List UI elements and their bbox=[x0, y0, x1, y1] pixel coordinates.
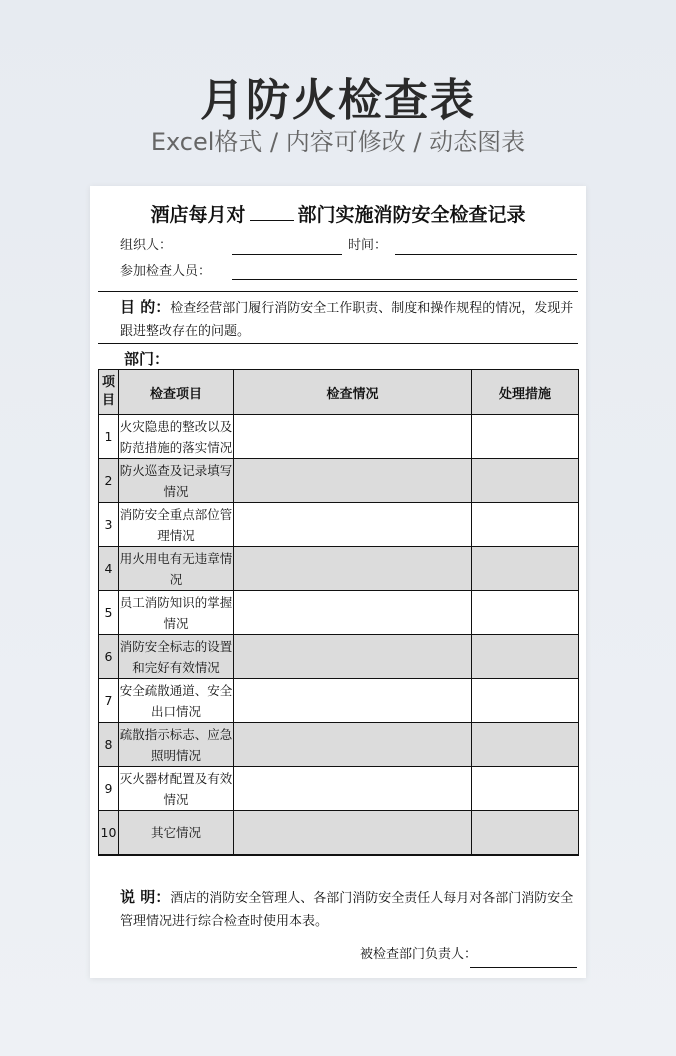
inspectors-label: 参加检查人员： bbox=[120, 264, 212, 279]
status-cell[interactable] bbox=[234, 415, 472, 459]
action-cell[interactable] bbox=[472, 591, 579, 635]
inspectors-field[interactable] bbox=[232, 279, 577, 280]
action-cell[interactable] bbox=[472, 503, 579, 547]
row-number: 3 bbox=[99, 503, 119, 547]
status-cell[interactable] bbox=[234, 723, 472, 767]
purpose-text: 检查经营部门履行消防安全工作职责、制度和操作规程的情况，发现并跟进整改存在的问题。 bbox=[120, 301, 574, 339]
divider bbox=[98, 291, 578, 292]
row-number: 4 bbox=[99, 547, 119, 591]
row-number: 8 bbox=[99, 723, 119, 767]
time-label: 时间： bbox=[348, 238, 388, 253]
status-cell[interactable] bbox=[234, 767, 472, 811]
table-row bbox=[99, 679, 579, 723]
col-header-status: 检查情况 bbox=[234, 370, 472, 415]
row-number: 9 bbox=[99, 767, 119, 811]
form-sheet bbox=[90, 186, 586, 978]
table-row bbox=[99, 547, 579, 591]
time-field[interactable] bbox=[395, 254, 577, 255]
status-cell[interactable] bbox=[234, 459, 472, 503]
action-cell[interactable] bbox=[472, 415, 579, 459]
row-item: 疏散指示标志、应急照明情况 bbox=[119, 723, 234, 767]
row-number: 6 bbox=[99, 635, 119, 679]
col-header-action: 处理措施 bbox=[472, 370, 579, 415]
row-item: 火灾隐患的整改以及防范措施的落实情况 bbox=[119, 415, 234, 459]
status-cell[interactable] bbox=[234, 679, 472, 723]
row-item: 员工消防知识的掌握情况 bbox=[119, 591, 234, 635]
row-item: 灭火器材配置及有效情况 bbox=[119, 767, 234, 811]
status-cell[interactable] bbox=[234, 591, 472, 635]
col-header-item: 检查项目 bbox=[119, 370, 234, 415]
table-header bbox=[99, 370, 579, 415]
organizer-label: 组织人： bbox=[120, 238, 173, 253]
hero-title: 月防火检查表 bbox=[200, 75, 476, 126]
table-row bbox=[99, 767, 579, 811]
dept-name-blank[interactable] bbox=[250, 204, 294, 221]
action-cell[interactable] bbox=[472, 679, 579, 723]
inspection-table bbox=[98, 369, 579, 856]
table-row bbox=[99, 459, 579, 503]
dept-label: 部门： bbox=[124, 350, 170, 368]
row-item: 安全疏散通道、安全出口情况 bbox=[119, 679, 234, 723]
status-cell[interactable] bbox=[234, 635, 472, 679]
form-title-prefix: 酒店每月对 bbox=[150, 204, 246, 226]
form-title bbox=[90, 200, 586, 227]
action-cell[interactable] bbox=[472, 547, 579, 591]
row-number: 5 bbox=[99, 591, 119, 635]
organizer-field[interactable] bbox=[232, 254, 342, 255]
status-cell[interactable] bbox=[234, 503, 472, 547]
status-cell[interactable] bbox=[234, 811, 472, 856]
table-row bbox=[99, 415, 579, 459]
row-item: 消防安全标志的设置和完好有效情况 bbox=[119, 635, 234, 679]
action-cell[interactable] bbox=[472, 723, 579, 767]
table-row bbox=[99, 503, 579, 547]
row-item: 消防安全重点部位管理情况 bbox=[119, 503, 234, 547]
row-item: 其它情况 bbox=[119, 811, 234, 856]
table-row bbox=[99, 723, 579, 767]
status-cell[interactable] bbox=[234, 547, 472, 591]
table-row bbox=[99, 811, 579, 856]
action-cell[interactable] bbox=[472, 459, 579, 503]
note-lead: 说 明： bbox=[120, 888, 171, 906]
row-number: 7 bbox=[99, 679, 119, 723]
divider bbox=[98, 343, 578, 344]
row-number: 2 bbox=[99, 459, 119, 503]
action-cell[interactable] bbox=[472, 767, 579, 811]
purpose-block bbox=[120, 296, 575, 343]
note-text: 酒店的消防安全管理人、各部门消防安全责任人每月对各部门消防安全管理情况进行综合检查时使用本表。 bbox=[120, 891, 574, 929]
signer-field[interactable] bbox=[470, 967, 577, 968]
action-cell[interactable] bbox=[472, 635, 579, 679]
row-item: 用火用电有无违章情况 bbox=[119, 547, 234, 591]
signer-label: 被检查部门负责人： bbox=[360, 947, 478, 962]
row-item: 防火巡查及记录填写情况 bbox=[119, 459, 234, 503]
row-number: 10 bbox=[99, 811, 119, 856]
form-title-suffix: 部门实施消防安全检查记录 bbox=[297, 204, 526, 226]
action-cell[interactable] bbox=[472, 811, 579, 856]
table-row bbox=[99, 635, 579, 679]
hero-subtitle: Excel格式 / 内容可修改 / 动态图表 bbox=[150, 128, 526, 156]
row-number: 1 bbox=[99, 415, 119, 459]
col-header-idx: 项目 bbox=[99, 370, 119, 415]
purpose-lead: 目 的： bbox=[120, 298, 171, 316]
note-block bbox=[120, 886, 575, 933]
table-row bbox=[99, 591, 579, 635]
